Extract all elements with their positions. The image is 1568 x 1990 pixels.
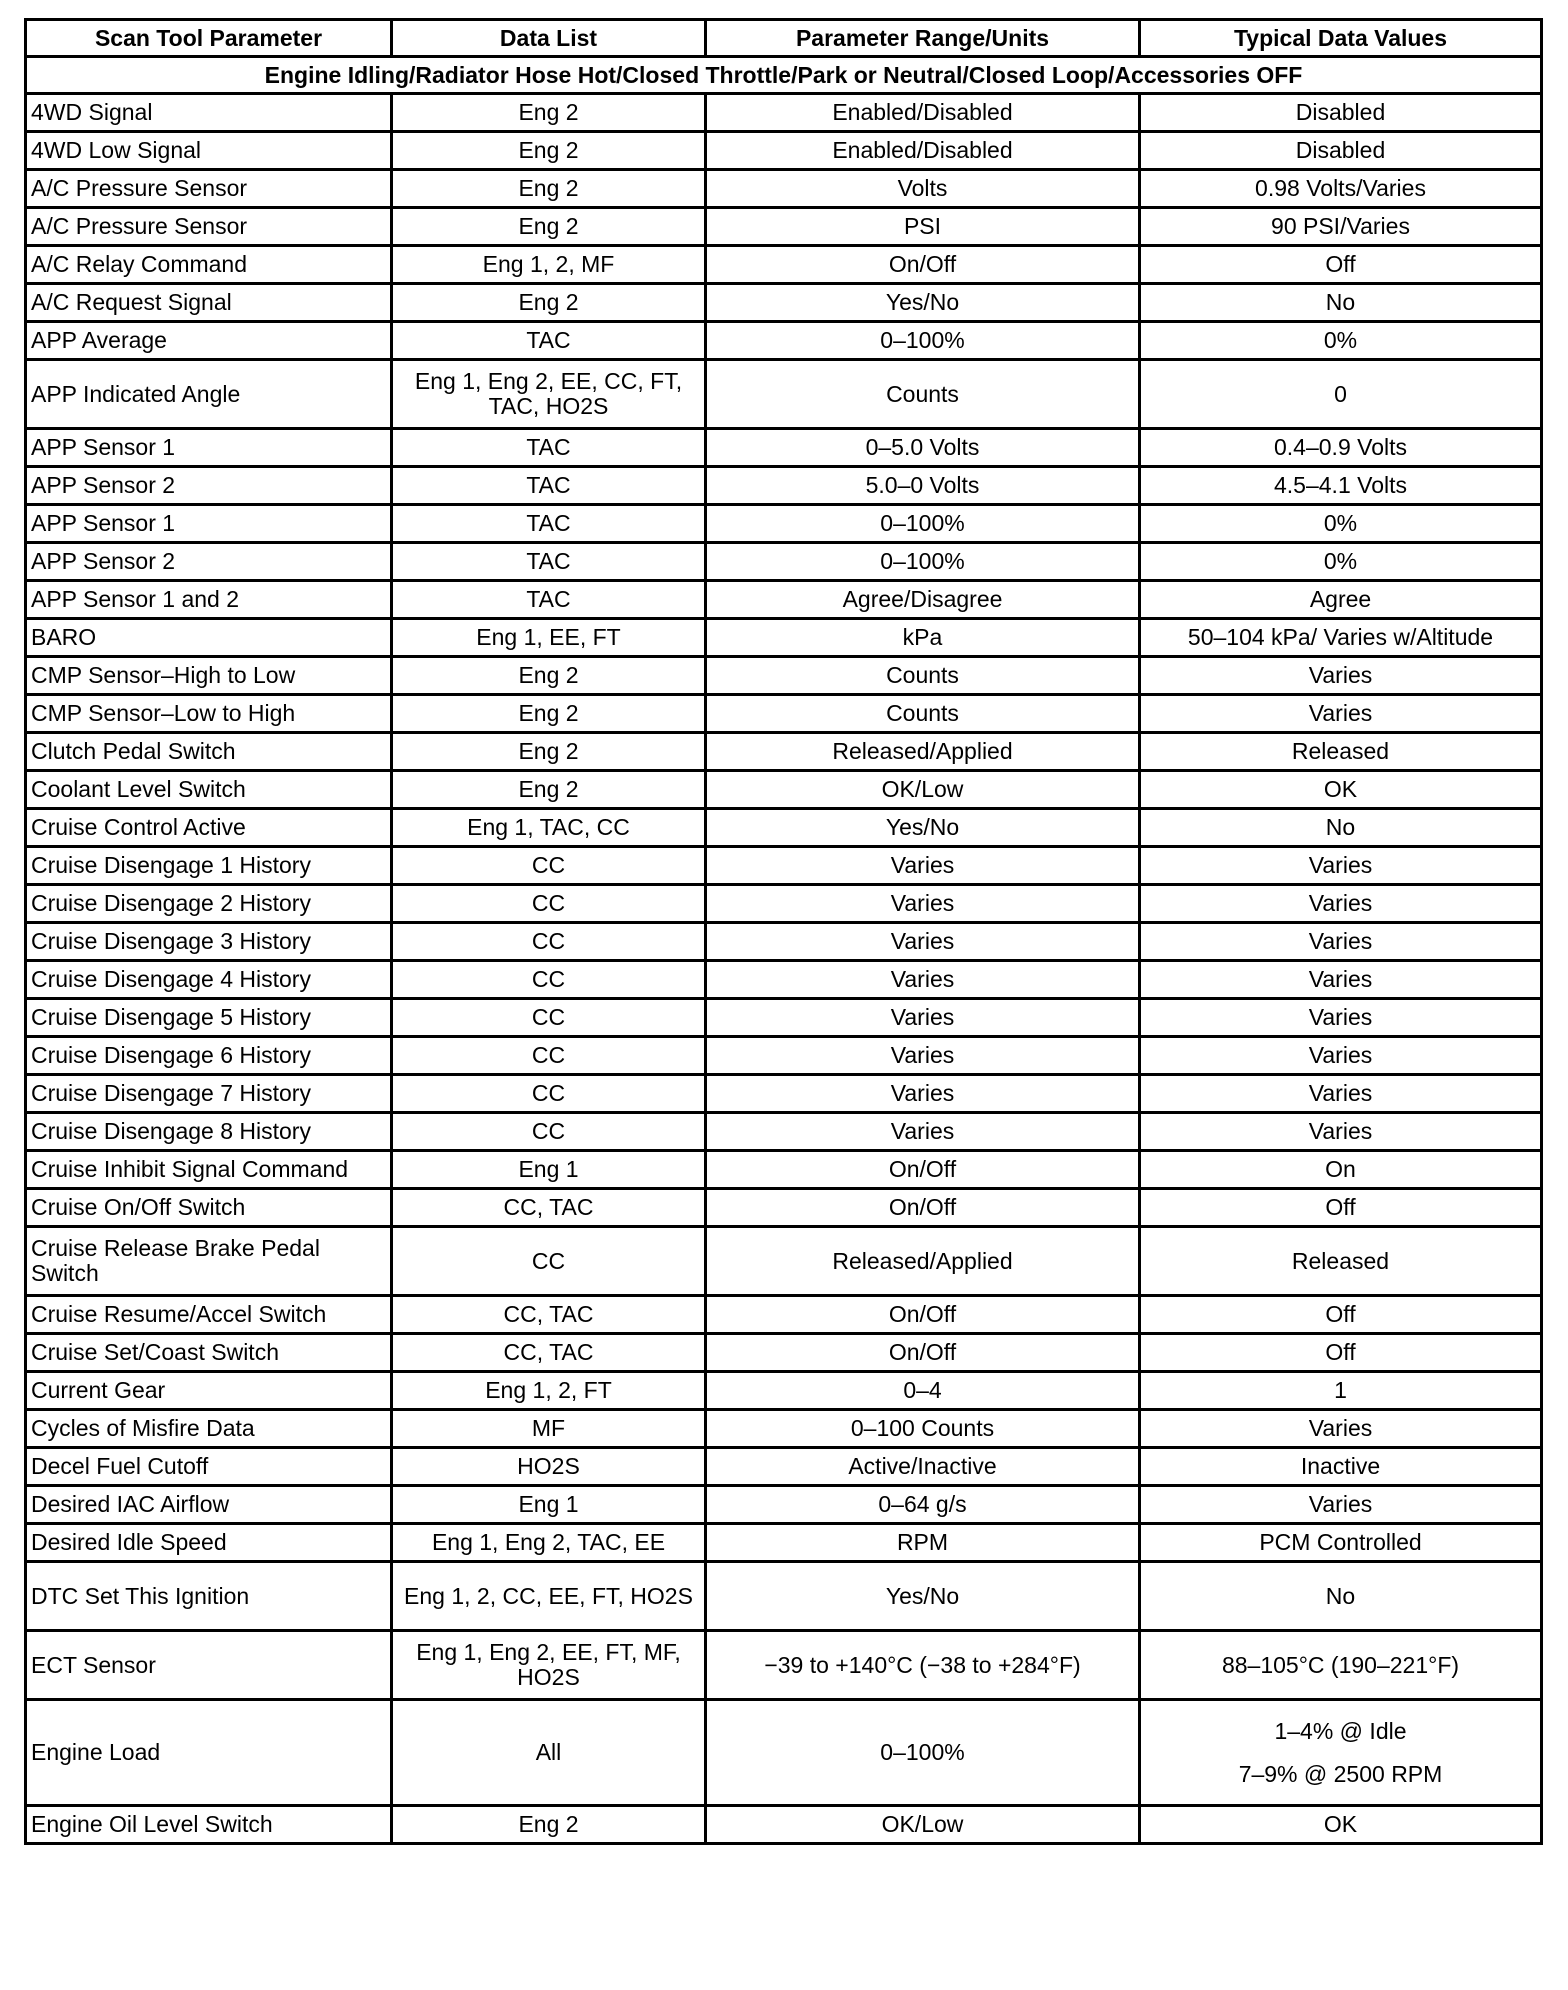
cell-data-list: CC, TAC: [392, 1296, 706, 1334]
cell-parameter: Cruise Disengage 2 History: [26, 885, 392, 923]
table-row: [26, 1227, 1542, 1296]
table-row: [26, 1151, 1542, 1189]
cell-typical-value: Varies: [1140, 1113, 1542, 1151]
table-row: [26, 771, 1542, 809]
table-row: [26, 1562, 1542, 1631]
cell-typical-value: Varies: [1140, 847, 1542, 885]
table-row: [26, 619, 1542, 657]
cell-range-units: Active/Inactive: [706, 1448, 1140, 1486]
cell-data-list: Eng 1, Eng 2, TAC, EE: [392, 1524, 706, 1562]
table-row: [26, 695, 1542, 733]
cell-parameter: Desired IAC Airflow: [26, 1486, 392, 1524]
table-row: [26, 208, 1542, 246]
table-row: [26, 467, 1542, 505]
cell-typical-value: Inactive: [1140, 1448, 1542, 1486]
cell-range-units: Released/Applied: [706, 733, 1140, 771]
cell-data-list: CC: [392, 1227, 706, 1296]
cell-range-units: On/Off: [706, 1151, 1140, 1189]
cell-parameter: BARO: [26, 619, 392, 657]
cell-data-list: Eng 2: [392, 94, 706, 132]
cell-typical-value: 90 PSI/Varies: [1140, 208, 1542, 246]
cell-range-units: Counts: [706, 360, 1140, 429]
cell-data-list: TAC: [392, 543, 706, 581]
cell-range-units: Agree/Disagree: [706, 581, 1140, 619]
cell-range-units: Enabled/Disabled: [706, 94, 1140, 132]
table-row: [26, 1410, 1542, 1448]
cell-range-units: Varies: [706, 885, 1140, 923]
cell-range-units: 5.0–0 Volts: [706, 467, 1140, 505]
cell-parameter: Desired Idle Speed: [26, 1524, 392, 1562]
cell-range-units: On/Off: [706, 1189, 1140, 1227]
cell-range-units: Varies: [706, 999, 1140, 1037]
cell-data-list: Eng 1, Eng 2, EE, FT, MF, HO2S: [392, 1631, 706, 1700]
header-parameter-range-units: Parameter Range/Units: [706, 20, 1140, 57]
cell-parameter: Cruise Disengage 6 History: [26, 1037, 392, 1075]
header-scan-tool-parameter: Scan Tool Parameter: [26, 20, 392, 57]
cell-typical-value: No: [1140, 1562, 1542, 1631]
cell-typical-value: Varies: [1140, 923, 1542, 961]
table-row: [26, 543, 1542, 581]
cell-data-list: Eng 2: [392, 208, 706, 246]
test-condition: Engine Idling/Radiator Hose Hot/Closed Throttle/Park or Neutral/Closed Loop/Accessories OFF: [26, 57, 1542, 94]
cell-data-list: CC, TAC: [392, 1334, 706, 1372]
cell-data-list: TAC: [392, 467, 706, 505]
cell-data-list: Eng 1: [392, 1151, 706, 1189]
cell-data-list: Eng 2: [392, 695, 706, 733]
cell-parameter: Clutch Pedal Switch: [26, 733, 392, 771]
cell-typical-value: Varies: [1140, 999, 1542, 1037]
header-data-list: Data List: [392, 20, 706, 57]
cell-parameter: Coolant Level Switch: [26, 771, 392, 809]
cell-typical-value: 0%: [1140, 505, 1542, 543]
table-row: [26, 1631, 1542, 1700]
cell-range-units: 0–5.0 Volts: [706, 429, 1140, 467]
cell-typical-value: Off: [1140, 1296, 1542, 1334]
table-row: [26, 581, 1542, 619]
cell-data-list: Eng 2: [392, 132, 706, 170]
cell-range-units: 0–100%: [706, 543, 1140, 581]
cell-range-units: Released/Applied: [706, 1227, 1140, 1296]
cell-range-units: Varies: [706, 1113, 1140, 1151]
cell-range-units: Yes/No: [706, 1562, 1140, 1631]
cell-range-units: 0–4: [706, 1372, 1140, 1410]
table-row: [26, 1524, 1542, 1562]
cell-parameter: Cruise Inhibit Signal Command: [26, 1151, 392, 1189]
cell-range-units: Varies: [706, 1075, 1140, 1113]
cell-typical-value: [1140, 1700, 1542, 1806]
cell-typical-value: 88–105°C (190–221°F): [1140, 1631, 1542, 1700]
table-row: [26, 1372, 1542, 1410]
scan-tool-data-table-page: [24, 18, 1540, 1845]
cell-parameter: Engine Load: [26, 1700, 392, 1806]
cell-range-units: 0–100%: [706, 505, 1140, 543]
cell-range-units: On/Off: [706, 1334, 1140, 1372]
cell-range-units: RPM: [706, 1524, 1140, 1562]
cell-parameter: Cycles of Misfire Data: [26, 1410, 392, 1448]
cell-typical-value: Varies: [1140, 695, 1542, 733]
cell-data-list: CC, TAC: [392, 1189, 706, 1227]
cell-data-list: CC: [392, 961, 706, 999]
cell-typical-value: 0.98 Volts/Varies: [1140, 170, 1542, 208]
table-row: [26, 284, 1542, 322]
cell-typical-value: Varies: [1140, 1410, 1542, 1448]
cell-typical-value: 0%: [1140, 322, 1542, 360]
cell-typical-value: Varies: [1140, 961, 1542, 999]
cell-data-list: Eng 1, 2, CC, EE, FT, HO2S: [392, 1562, 706, 1631]
cell-data-list: CC: [392, 923, 706, 961]
table-row: [26, 1296, 1542, 1334]
cell-typical-value: Off: [1140, 246, 1542, 284]
cell-typical-value: 0%: [1140, 543, 1542, 581]
cell-parameter: A/C Relay Command: [26, 246, 392, 284]
table-row: [26, 132, 1542, 170]
cell-parameter: Cruise Disengage 7 History: [26, 1075, 392, 1113]
typical-value-line: 1–4% @ Idle: [1274, 1717, 1407, 1744]
table-row: [26, 505, 1542, 543]
table-row: [26, 961, 1542, 999]
cell-typical-value: OK: [1140, 1806, 1542, 1844]
table-row: [26, 170, 1542, 208]
cell-data-list: MF: [392, 1410, 706, 1448]
cell-range-units: Counts: [706, 695, 1140, 733]
cell-typical-value: Agree: [1140, 581, 1542, 619]
cell-parameter: APP Average: [26, 322, 392, 360]
cell-parameter: Cruise Set/Coast Switch: [26, 1334, 392, 1372]
cell-data-list: Eng 2: [392, 771, 706, 809]
table-row: [26, 1037, 1542, 1075]
cell-data-list: Eng 1, 2, FT: [392, 1372, 706, 1410]
cell-parameter: A/C Request Signal: [26, 284, 392, 322]
cell-data-list: CC: [392, 1037, 706, 1075]
cell-range-units: Yes/No: [706, 809, 1140, 847]
cell-parameter: Cruise Disengage 1 History: [26, 847, 392, 885]
table-row: [26, 322, 1542, 360]
cell-data-list: CC: [392, 999, 706, 1037]
cell-data-list: TAC: [392, 429, 706, 467]
cell-parameter: APP Sensor 2: [26, 543, 392, 581]
cell-parameter: Decel Fuel Cutoff: [26, 1448, 392, 1486]
cell-typical-value: 50–104 kPa/ Varies w/Altitude: [1140, 619, 1542, 657]
cell-data-list: Eng 2: [392, 657, 706, 695]
cell-data-list: Eng 2: [392, 284, 706, 322]
cell-parameter: 4WD Low Signal: [26, 132, 392, 170]
cell-data-list: Eng 2: [392, 733, 706, 771]
cell-parameter: CMP Sensor–Low to High: [26, 695, 392, 733]
table-row: [26, 733, 1542, 771]
cell-parameter: DTC Set This Ignition: [26, 1562, 392, 1631]
cell-data-list: CC: [392, 1075, 706, 1113]
cell-parameter: Cruise Control Active: [26, 809, 392, 847]
cell-parameter: APP Sensor 1 and 2: [26, 581, 392, 619]
cell-range-units: Varies: [706, 923, 1140, 961]
cell-parameter: Cruise On/Off Switch: [26, 1189, 392, 1227]
table-row: [26, 1806, 1542, 1844]
cell-typical-value: 0: [1140, 360, 1542, 429]
cell-parameter: Cruise Release Brake Pedal Switch: [26, 1227, 392, 1296]
table-row: [26, 94, 1542, 132]
cell-data-list: Eng 1, TAC, CC: [392, 809, 706, 847]
cell-range-units: Varies: [706, 961, 1140, 999]
cell-range-units: OK/Low: [706, 1806, 1140, 1844]
cell-parameter: APP Sensor 2: [26, 467, 392, 505]
cell-parameter: 4WD Signal: [26, 94, 392, 132]
cell-range-units: PSI: [706, 208, 1140, 246]
table-row: [26, 1113, 1542, 1151]
cell-data-list: HO2S: [392, 1448, 706, 1486]
cell-typical-value: 4.5–4.1 Volts: [1140, 467, 1542, 505]
cell-parameter: APP Indicated Angle: [26, 360, 392, 429]
table-row: [26, 657, 1542, 695]
condition-row: [26, 57, 1542, 94]
table-row: [26, 1486, 1542, 1524]
table-row: [26, 999, 1542, 1037]
cell-range-units: On/Off: [706, 246, 1140, 284]
cell-data-list: Eng 1, 2, MF: [392, 246, 706, 284]
table-row: [26, 885, 1542, 923]
cell-range-units: kPa: [706, 619, 1140, 657]
cell-typical-value: Off: [1140, 1334, 1542, 1372]
cell-range-units: On/Off: [706, 1296, 1140, 1334]
cell-data-list: Eng 1, Eng 2, EE, CC, FT, TAC, HO2S: [392, 360, 706, 429]
cell-data-list: TAC: [392, 322, 706, 360]
cell-data-list: All: [392, 1700, 706, 1806]
cell-parameter: A/C Pressure Sensor: [26, 208, 392, 246]
cell-typical-value: No: [1140, 284, 1542, 322]
cell-parameter: Engine Oil Level Switch: [26, 1806, 392, 1844]
cell-typical-value: Varies: [1140, 1075, 1542, 1113]
cell-parameter: A/C Pressure Sensor: [26, 170, 392, 208]
cell-typical-value: Varies: [1140, 1486, 1542, 1524]
cell-data-list: Eng 1: [392, 1486, 706, 1524]
table-row: [26, 1700, 1542, 1806]
cell-data-list: CC: [392, 1113, 706, 1151]
cell-typical-value: 1: [1140, 1372, 1542, 1410]
cell-typical-value: 0.4–0.9 Volts: [1140, 429, 1542, 467]
cell-typical-value: Disabled: [1140, 94, 1542, 132]
cell-typical-value: PCM Controlled: [1140, 1524, 1542, 1562]
cell-parameter: APP Sensor 1: [26, 505, 392, 543]
cell-typical-value: No: [1140, 809, 1542, 847]
table-row: [26, 1075, 1542, 1113]
table-row: [26, 923, 1542, 961]
cell-typical-value: Released: [1140, 1227, 1542, 1296]
cell-range-units: Varies: [706, 847, 1140, 885]
header-typical-data-values: Typical Data Values: [1140, 20, 1542, 57]
cell-data-list: CC: [392, 885, 706, 923]
cell-typical-value: Released: [1140, 733, 1542, 771]
cell-parameter: Cruise Resume/Accel Switch: [26, 1296, 392, 1334]
table-row: [26, 1189, 1542, 1227]
cell-range-units: Counts: [706, 657, 1140, 695]
cell-data-list: Eng 1, EE, FT: [392, 619, 706, 657]
typical-value-line: 7–9% @ 2500 RPM: [1238, 1760, 1443, 1787]
cell-range-units: −39 to +140°C (−38 to +284°F): [706, 1631, 1140, 1700]
cell-range-units: 0–100 Counts: [706, 1410, 1140, 1448]
cell-typical-value: Varies: [1140, 657, 1542, 695]
cell-data-list: Eng 2: [392, 170, 706, 208]
table-row: [26, 847, 1542, 885]
cell-range-units: Varies: [706, 1037, 1140, 1075]
line-gap: [1145, 1744, 1536, 1762]
cell-typical-value: Varies: [1140, 885, 1542, 923]
table-row: [26, 1448, 1542, 1486]
cell-typical-value: Off: [1140, 1189, 1542, 1227]
cell-range-units: 0–100%: [706, 1700, 1140, 1806]
cell-parameter: APP Sensor 1: [26, 429, 392, 467]
cell-parameter: Current Gear: [26, 1372, 392, 1410]
cell-typical-value: Disabled: [1140, 132, 1542, 170]
header-row: [26, 20, 1542, 57]
cell-range-units: 0–100%: [706, 322, 1140, 360]
cell-range-units: Yes/No: [706, 284, 1140, 322]
cell-range-units: OK/Low: [706, 771, 1140, 809]
cell-parameter: ECT Sensor: [26, 1631, 392, 1700]
cell-range-units: Enabled/Disabled: [706, 132, 1140, 170]
table-row: [26, 246, 1542, 284]
cell-data-list: TAC: [392, 581, 706, 619]
cell-parameter: Cruise Disengage 3 History: [26, 923, 392, 961]
table-row: [26, 1334, 1542, 1372]
cell-parameter: Cruise Disengage 4 History: [26, 961, 392, 999]
table-row: [26, 429, 1542, 467]
cell-parameter: CMP Sensor–High to Low: [26, 657, 392, 695]
cell-parameter: Cruise Disengage 5 History: [26, 999, 392, 1037]
scan-tool-data-table: [24, 18, 1543, 1845]
cell-typical-value: Varies: [1140, 1037, 1542, 1075]
cell-data-list: TAC: [392, 505, 706, 543]
cell-parameter: Cruise Disengage 8 History: [26, 1113, 392, 1151]
cell-data-list: CC: [392, 847, 706, 885]
cell-data-list: Eng 2: [392, 1806, 706, 1844]
cell-range-units: 0–64 g/s: [706, 1486, 1140, 1524]
table-row: [26, 809, 1542, 847]
table-row: [26, 360, 1542, 429]
cell-typical-value: OK: [1140, 771, 1542, 809]
cell-typical-value: On: [1140, 1151, 1542, 1189]
cell-range-units: Volts: [706, 170, 1140, 208]
